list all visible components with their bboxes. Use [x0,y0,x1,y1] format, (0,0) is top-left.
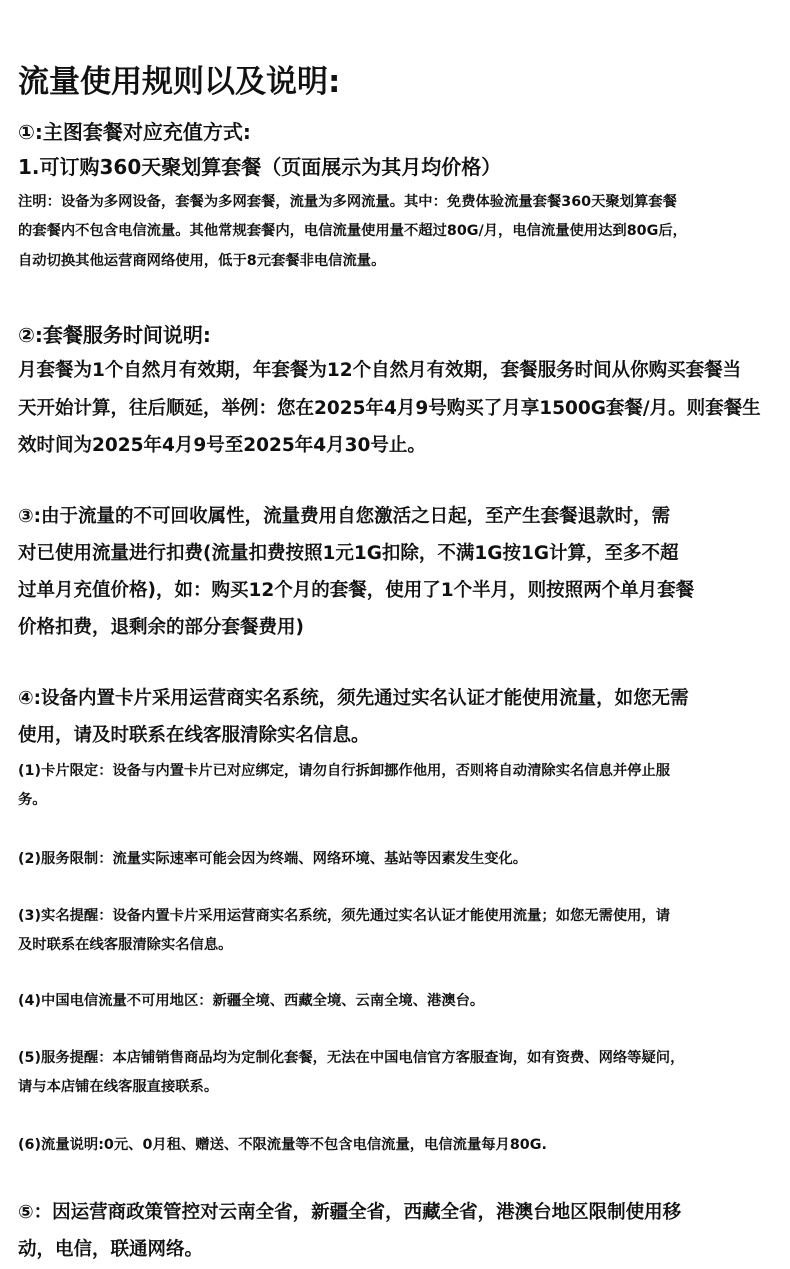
section-3-line: 对已使用流量进行扣费(流量扣费按照1元1G扣除，不满1G按1G计算，至多不超 [18,543,679,564]
section-4-item-line: (1)卡片限定：设备与内置卡片已对应绑定，请勿自行拆卸挪作他用，否则将自动清除实名信息并停止服 [18,763,671,779]
section-2-line: 天开始计算，往后顺延，举例：您在2025年4月9号购买了月享1500G套餐/月。则套餐生 [18,398,761,419]
section-5-line: 动，电信，联通网络。 [18,1239,204,1260]
section-3-line: 价格扣费，退剩余的部分套餐费用) [18,617,304,638]
section-1-heading: ①:主图套餐对应充值方式: [18,120,251,144]
section-4-item-line: (6)流量说明:0元、0月租、赠送、不限流量等不包含电信流量，电信流量每月80G. [18,1137,547,1153]
section-3-line: 过单月充值价格)，如：购买12个月的套餐，使用了1个半月，则按照两个单月套餐 [18,580,695,601]
section-4-item-line: (4)中国电信流量不可用地区：新疆全境、西藏全境、云南全境、港澳台。 [18,993,485,1009]
page-title: 流量使用规则以及说明: [18,64,341,100]
section-4-item-line: (2)服务限制：流量实际速率可能会因为终端、网络环境、基站等因素发生变化。 [18,851,528,867]
section-5-line: ⑤：因运营商政策管控对云南全省，新疆全省，西藏全省，港澳台地区限制使用移 [18,1202,682,1223]
section-3-line: ③:由于流量的不可回收属性，流量费用自您激活之日起，至产生套餐退款时，需 [18,506,671,527]
section-4-line: 使用，请及时联系在线客服清除实名信息。 [18,725,370,746]
section-2-line: 效时间为2025年4月9号至2025年4月30号止。 [18,435,426,456]
section-1-note-line: 的套餐内不包含电信流量。其他常规套餐内，电信流量使用量不超过80G/月，电信流量使用达到80G后， [18,223,687,239]
section-4-item-line: 务。 [18,792,47,808]
section-1-note-line: 自动切换其他运营商网络使用，低于8元套餐非电信流量。 [18,253,386,269]
section-4-line: ④:设备内置卡片采用运营商实名系统，须先通过实名认证才能使用流量，如您无需 [18,688,689,709]
section-4-item-line: 及时联系在线客服清除实名信息。 [18,937,233,953]
section-4-item-line: (5)服务提醒：本店铺销售商品均为定制化套餐，无法在中国电信官方客服查询，如有资费、网络等疑问， [18,1050,685,1066]
section-4-item-line: 请与本店铺在线客服直接联系。 [18,1079,219,1095]
section-2-line: 月套餐为1个自然月有效期，年套餐为12个自然月有效期，套餐服务时间从你购买套餐当 [18,360,742,381]
section-2-heading: ②:套餐服务时间说明: [18,323,211,347]
section-1-item: 1.可订购360天聚划算套餐（页面展示为其月均价格） [18,155,502,179]
section-1-note-line: 注明：设备为多网设备，套餐为多网套餐，流量为多网流量。其中：免费体验流量套餐360天聚划算套餐 [18,194,677,210]
section-4-item-line: (3)实名提醒：设备内置卡片采用运营商实名系统，须先通过实名认证才能使用流量；如您无需使用，请 [18,908,671,924]
